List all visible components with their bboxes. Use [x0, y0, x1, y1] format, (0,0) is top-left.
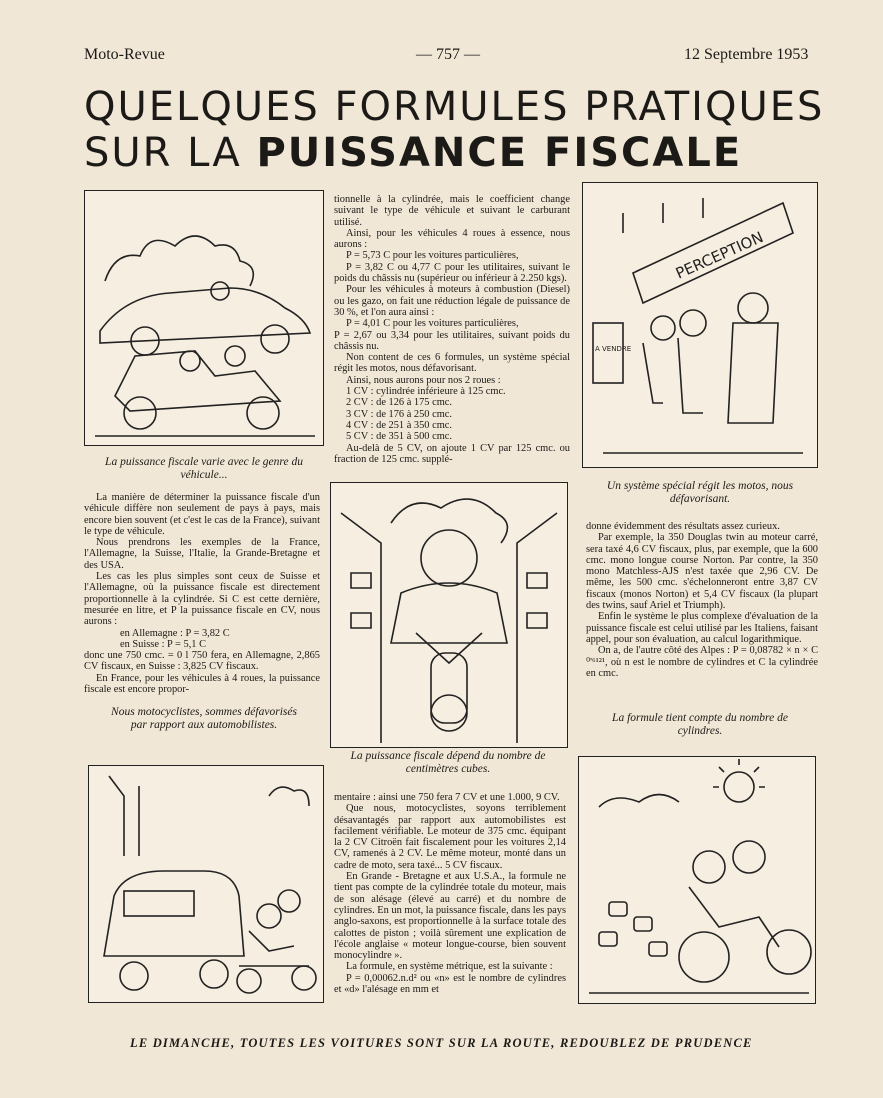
illustration-cars	[84, 190, 324, 446]
caption-formula-cylinders: La formule tient compte du nombre de cylindres.	[612, 712, 788, 737]
perception-sign-text: PERCEPTION	[672, 228, 766, 283]
footer-slogan: LE DIMANCHE, TOUTES LES VOITURES SONT SUR LA ROUTE, REDOUBLEZ DE PRUDENCE	[130, 1036, 753, 1050]
tax-row: 4 CV : de 251 à 350 cmc.	[346, 419, 453, 431]
paragraph: Enfin le système le plus complexe d'évaluation de la puissance fiscale est celui utilisé par les Italiens, faisant appel, pour son évaluation, au calcul logarithmique.	[586, 611, 818, 645]
paragraph: On a, de l'autre côté des Alpes : P = 0,08782 × n × C ⁰'⁶¹²¹, où n est le nombre de cylindres et C la cylindrée en cmc.	[586, 645, 818, 679]
paragraph: Ainsi, nous aurons pour nos 2 roues :	[346, 374, 501, 386]
formula-line: P = 5,73 C pour les voitures particulières,	[346, 250, 519, 262]
paragraph: La formule, en système métrique, est la suivante :	[346, 961, 553, 973]
formula-line: en Suisse : P = 5,1 C	[120, 638, 207, 650]
paragraph: En Grande - Bretagne et aux U.S.A., la formule ne tient pas compte de la cylindrée totale du moteur, mais de son alésage (élevé au carré) et du nombre de cylindres. En un mot, la puissance fiscale, dans les pays anglo-saxons, est proportionnelle à la surface totale des calottes de piston ; voilà sûrement une explication de l'école anglaise « moteur longue-course, bien souvent monocylindre ».	[334, 871, 566, 962]
caption-cars: La puissance fiscale varie avec le genre du véhicule...	[105, 456, 303, 481]
article-title-line2	[84, 130, 742, 176]
formula-line: en Allemagne : P = 3,82 C	[120, 627, 230, 639]
motorcycle-cans-drawing	[579, 757, 815, 1003]
column-2-bottom-text	[334, 792, 566, 995]
illustration-perception	[582, 182, 818, 468]
illustration-motorcycle-cans	[578, 756, 816, 1004]
tax-row: 1 CV : cylindrée inférieure à 125 cmc.	[346, 386, 506, 398]
title-bold: PUISSANCE FISCALE	[256, 130, 743, 176]
paragraph: Au-delà de 5 CV, on ajoute 1 CV par 125 cmc. ou fraction de 125 cmc. supplé-	[334, 442, 570, 465]
column-3-text	[586, 521, 818, 679]
title-plain: SUR LA	[84, 130, 257, 176]
formula-line: P = 4,01 C pour les voitures particulières,	[346, 318, 519, 330]
paragraph: En France, pour les véhicules à 4 roues, la puissance fiscale est encore propor-	[84, 672, 320, 696]
formula-line: P = 2,67 ou 3,34 pour les utilitaires, suivant poids du châssis nu.	[334, 329, 570, 352]
header-date: 12 Septembre 1953	[684, 46, 809, 63]
formula-line: P = 3,82 C ou 4,77 C pour les utilitaires, suivant le poids du châssis nu (supérieur ou inférieur à 2.250 kgs).	[334, 261, 570, 285]
article-title-line1: QUELQUES FORMULES PRATIQUES	[84, 84, 825, 130]
illustration-rider	[330, 482, 568, 748]
perception-drawing	[583, 183, 817, 467]
paragraph: Que nous, motocyclistes, soyons terriblement désavantagés par rapport aux automobilistes est facilement vérifiable. Le moteur de 375 cmc. équipant la 2 CV Citroën fait fiscalement pour les voitures 2,14 CV, ramenés à 2 CV. Le même moteur, monté dans un cadre de moto, sera taxé... 5 CV fiscaux.	[334, 803, 566, 871]
tax-row: 5 CV : de 351 à 500 cmc.	[346, 431, 453, 443]
rider-drawing	[331, 483, 567, 747]
caption-special-system: Un système spécial régit les motos, nous défavorisant.	[606, 480, 794, 505]
paragraph: La manière de déterminer la puissance fiscale d'un véhicule diffère non seulement de pays à pays, mais encore bien souvent (et c'est le cas de la France), suivant le type de véhicule.	[84, 492, 320, 537]
header-journal-name: Moto-Revue	[84, 46, 165, 63]
paragraph: Ainsi, pour les véhicules 4 roues à essence, nous aurons :	[334, 227, 570, 251]
header-page-number: — 757 —	[416, 46, 480, 63]
paragraph: mentaire : ainsi une 750 fera 7 CV et une 1.000, 9 CV.	[334, 792, 560, 803]
paragraph: Les cas les plus simples sont ceux de Suisse et l'Allemagne, où la puissance fiscale est directement proportionnelle à la cylindrée. Si C est cette dernière, mesurée en litre, et P la puissance fiscale en CV, nous aurons :	[84, 571, 320, 628]
illustration-car-motorcycle	[88, 765, 324, 1003]
tax-row: 2 CV : de 126 à 175 cmc.	[346, 397, 453, 409]
formula-line: P = 0,00062.n.d² ou «n» est le nombre de cylindres et «d» l'alésage en mm et	[334, 972, 566, 996]
paragraph: tionnelle à la cylindrée, mais le coefficient change suivant le type de véhicule et suivant le carburant utilisé.	[334, 194, 570, 228]
caption-motorcyclists: Nous motocyclistes, sommes défavorisés par rapport aux automobilistes.	[111, 706, 297, 731]
column-2-top-text	[334, 194, 570, 465]
car-motorcycle-drawing	[89, 766, 323, 1002]
paragraph: Pour les véhicules à moteurs à combustion (Diesel) ou les gazo, on fait une réduction légale de puissance de 30 %, et l'on aura ainsi :	[334, 284, 570, 318]
paragraph: Non content de ces 6 formules, un système spécial régit les motos, nous défavorisant.	[334, 352, 570, 375]
caption-displacement: La puissance fiscale dépend du nombre de centimètres cubes.	[350, 750, 546, 775]
paragraph: Par exemple, la 350 Douglas twin au moteur carré, sera taxé 4,6 CV fiscaux, plus, par exemple, que la 600 cmc. mono longue course Norton. Par contre, la 350 mono Matchless-AJS n'est taxée que 2,96 CV. De même, les 500 cmc. s'échelonneront entre 3,87 CV fiscaux (monos Norton) et 5,4 CV fiscaux (la plupart des twins, sauf Ariel et Triumph).	[586, 532, 818, 612]
column-1-text	[84, 492, 320, 695]
paragraph: Nous prendrons les exemples de la France, l'Allemagne, la Suisse, l'Italie, la Grande-Bretagne et des USA.	[84, 537, 320, 571]
paragraph: donc une 750 cmc. = 0 l 750 fera, en Allemagne, 2,865 CV fiscaux, en Suisse : 3,825 CV fiscaux.	[84, 650, 320, 673]
tax-row: 3 CV : de 176 à 250 cmc.	[346, 408, 453, 420]
paragraph: donne évidemment des résultats assez curieux.	[586, 521, 780, 532]
cars-drawing	[85, 191, 323, 445]
shop-sign-text: A VENDRE	[595, 345, 632, 353]
